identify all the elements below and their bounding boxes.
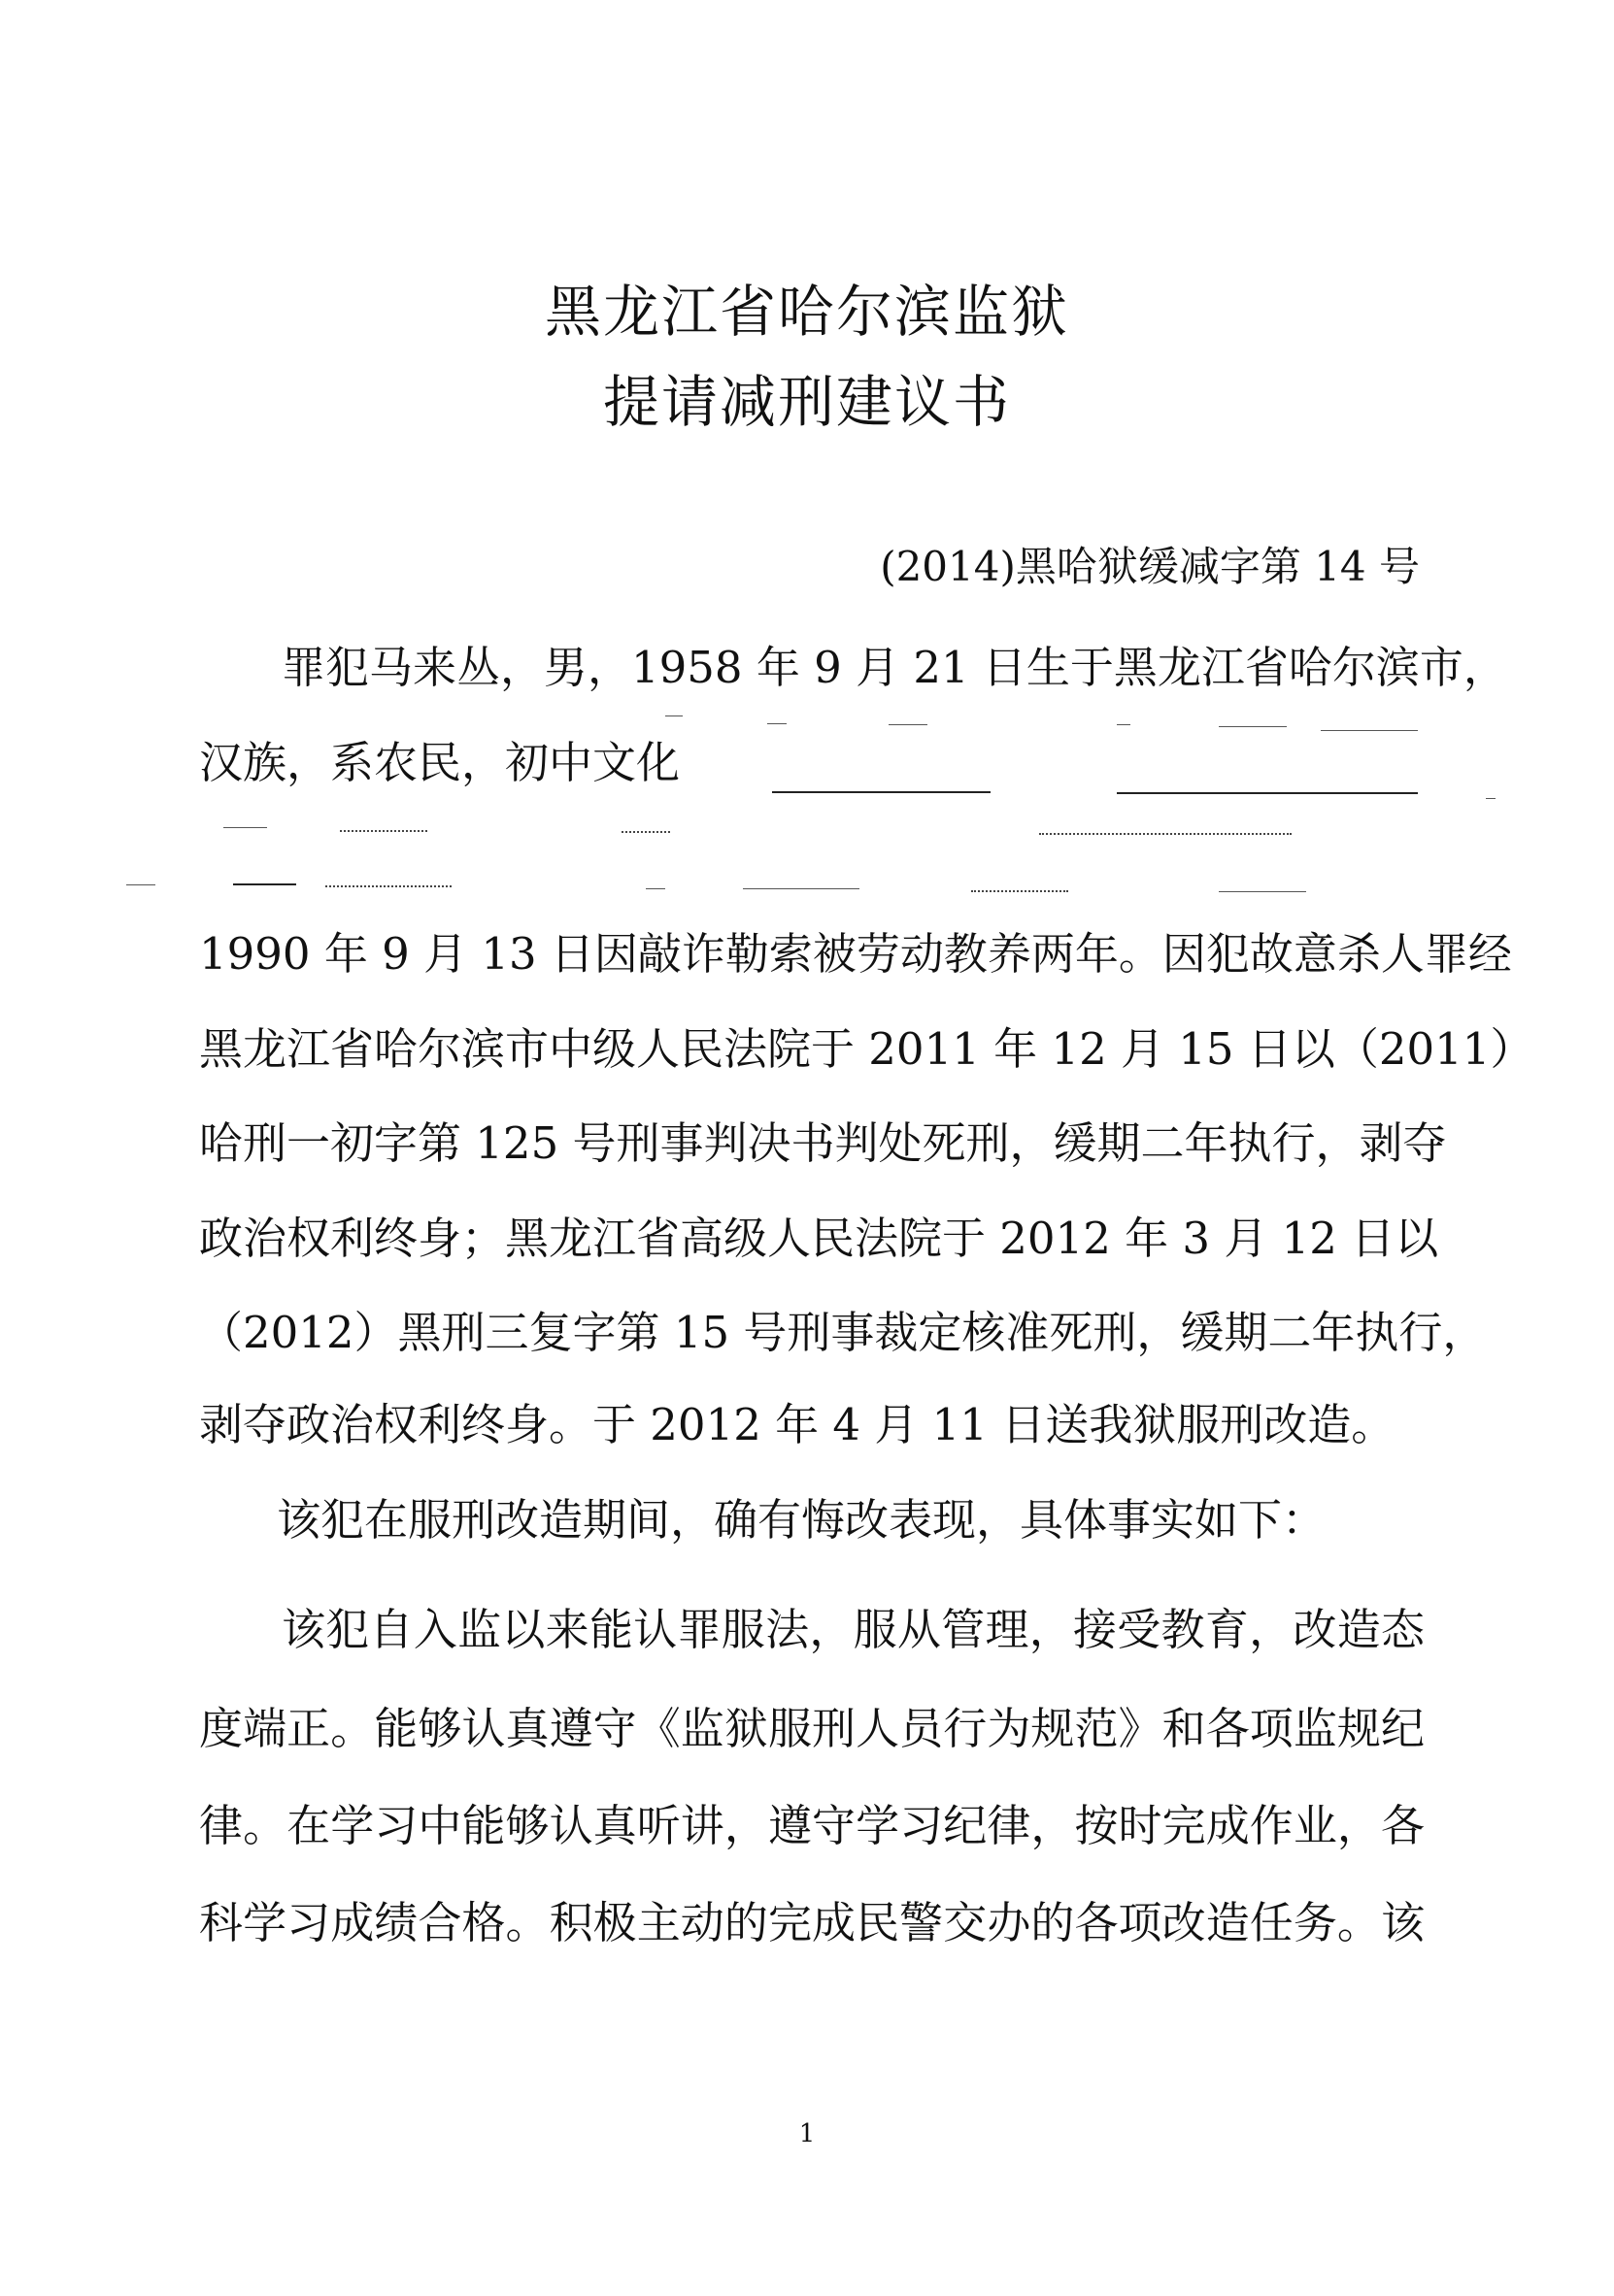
body-line-4: 黑龙江省哈尔滨市中级人民法院于 2011 年 12 月 15 日以（2011）: [199, 1023, 1534, 1075]
body-line-3: 1990 年 9 月 13 日因敲诈勒索被劳动教养两年。因犯故意杀人罪经: [199, 928, 1512, 980]
body-line-1: 罪犯马来丛，男，1958 年 9 月 21 日生于黑龙江省哈尔滨市，: [282, 642, 1507, 693]
body-line-8: 剥夺政治权利终身。于 2012 年 4 月 11 日送我狱服刑改造。: [199, 1399, 1395, 1450]
body-line-5: 哈刑一初字第 125 号刑事判决书判处死刑，缓期二年执行，剥夺: [199, 1117, 1447, 1169]
body-line-2: 汉族，系农民，初中文化: [199, 737, 681, 788]
body-line-7: （2012）黑刑三复字第 15 号刑事裁定核准死刑，缓期二年执行，: [199, 1307, 1487, 1358]
body-line-9: 该犯在服刑改造期间，确有悔改表现，具体事实如下：: [277, 1494, 1327, 1546]
title-line-2: 提请减刑建议书: [602, 369, 1011, 435]
title-line-1: 黑龙江省哈尔滨监狱: [544, 279, 1069, 345]
body-line-13: 科学习成绩合格。积极主动的完成民警交办的各项改造任务。该: [199, 1897, 1425, 1948]
body-line-11: 度端正。能够认真遵守《监狱服刑人员行为规范》和各项监规纪: [199, 1703, 1425, 1754]
document-number: (2014)黑哈狱缓减字第 14 号: [880, 543, 1420, 590]
body-line-10: 该犯自入监以来能认罪服法，服从管理，接受教育，改造态: [282, 1604, 1425, 1655]
body-line-12: 律。在学习中能够认真听讲，遵守学习纪律，按时完成作业，各: [199, 1800, 1425, 1851]
body-line-6: 政治权利终身；黑龙江省高级人民法院于 2012 年 3 月 12 日以: [199, 1213, 1439, 1264]
page-number: 1: [798, 2119, 816, 2148]
